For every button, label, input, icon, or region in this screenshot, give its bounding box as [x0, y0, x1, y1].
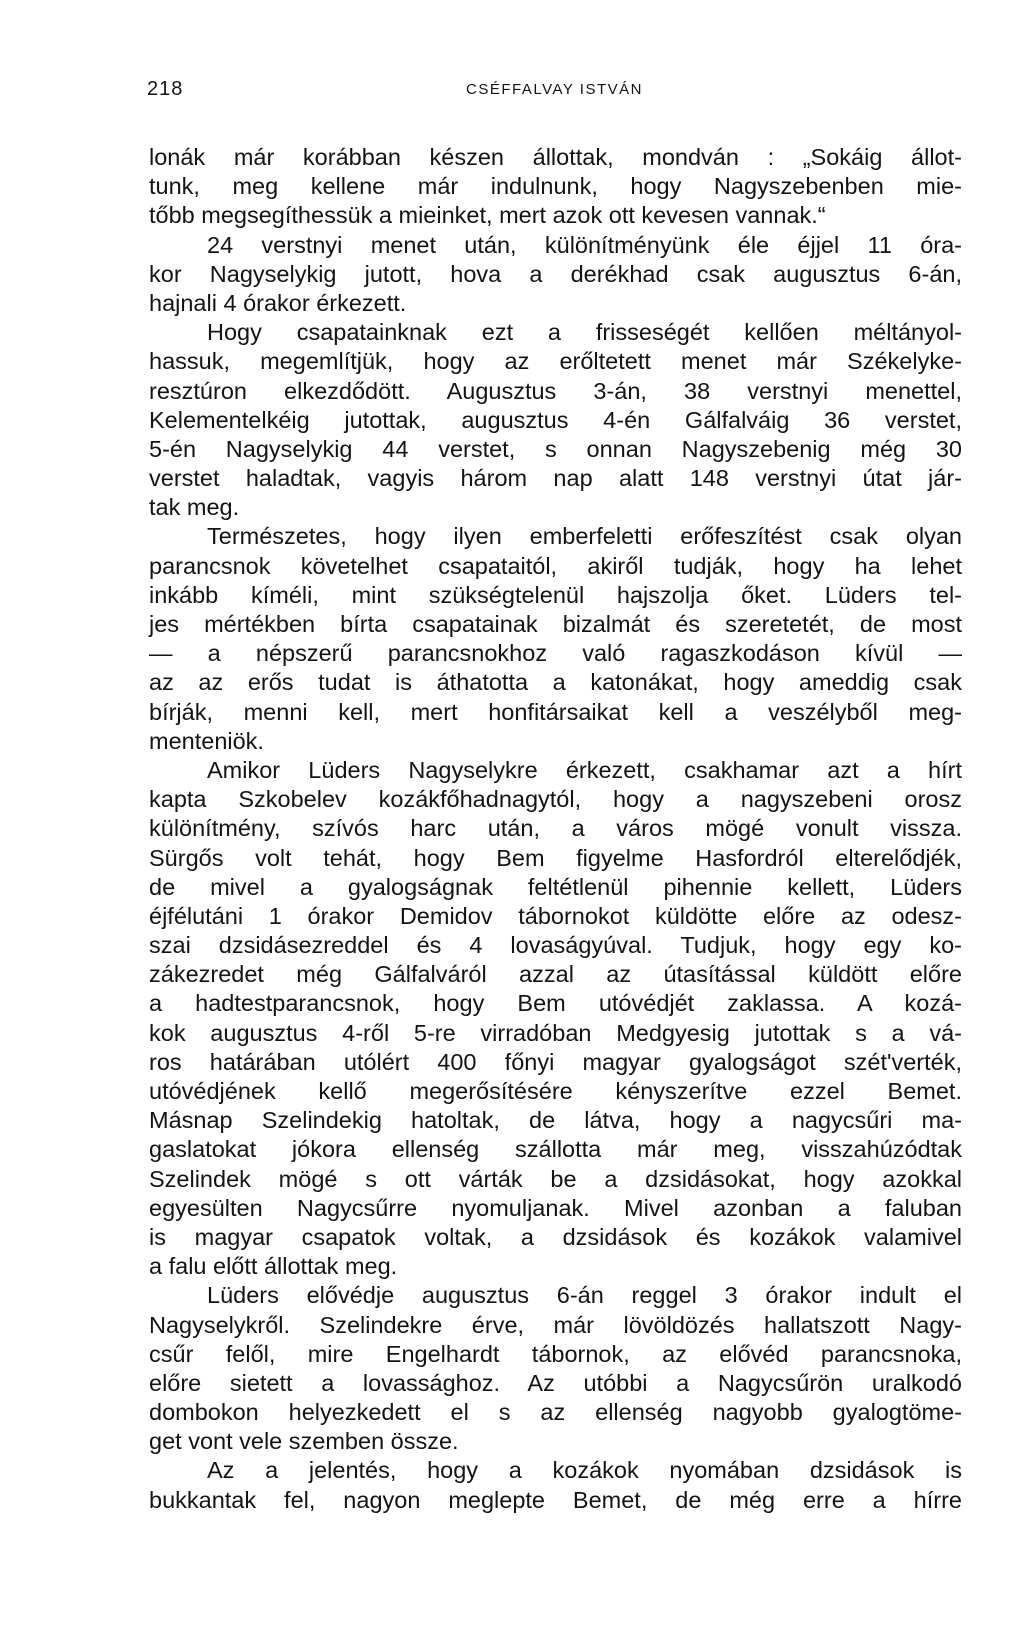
text-line: ros határában utólért 400 főnyi magyar gyalogságot szét'verték,: [149, 1048, 962, 1075]
text-line: Hogy csapatainknak ezt a frisseségét kellően méltányol-: [207, 319, 962, 346]
text-line: tőbb megsegíthessük a mieinket, mert azok ott kevesen vannak.“: [149, 202, 826, 229]
text-line: kok augusztus 4-ről 5-re virradóban Medgyesig jutottak s a vá-: [149, 1019, 962, 1046]
text-line: éjfélutáni 1 órakor Demidov tábornokot küldötte előre az odesz-: [149, 902, 962, 929]
text-line: hajnali 4 órakor érkezett.: [149, 289, 407, 316]
text-line: 5-én Nagyselykig 44 verstet, s onnan Nagyszebenig még 30: [149, 435, 962, 462]
text-line: is magyar csapatok voltak, a dzsidások és kozákok valamivel: [149, 1223, 962, 1250]
text-line: de mivel a gyalogságnak feltétlenül pihennie kellett, Lüders: [149, 873, 962, 900]
text-line: zákezredet még Gálfalváról azzal az útasítással küldött előre: [149, 961, 962, 988]
text-line: Nagyselykről. Szelindekre érve, már lövöldözés hallatszott Nagy-: [149, 1311, 962, 1338]
text-line: 24 verstnyi menet után, különítményünk éle éjjel 11 óra-: [207, 231, 962, 258]
text-line: különítmény, szívós harc után, a város mögé vonult vissza.: [149, 815, 962, 842]
text-line: inkább kíméli, mint szükségtelenül hajszolja őket. Lüders tel-: [149, 581, 962, 608]
text-line: lonák már korábban készen állottak, mondván : „Sokáig állot-: [149, 144, 962, 170]
text-line: get vont vele szemben össze.: [149, 1428, 459, 1455]
text-line: Az a jelentés, hogy a kozákok nyomában dzsidások is: [207, 1457, 962, 1484]
text-line: tak meg.: [149, 494, 240, 521]
text-line: tunk, meg kellene már indulnunk, hogy Nagyszebenben mie-: [149, 173, 962, 200]
text-line: Természetes, hogy ilyen emberfeletti erőfeszítést csak olyan: [207, 523, 962, 550]
text-line: jes mértékben bírta csapatainak bizalmát és szeretetét, de most: [149, 611, 962, 637]
text-line: a hadtestparancsnok, hogy Bem utóvédjét zaklassa. A kozá-: [149, 990, 962, 1017]
text-line: egyesülten Nagycsűrre nyomuljanak. Mivel azonban a faluban: [149, 1194, 962, 1221]
text-line: resztúron elkezdődött. Augusztus 3-án, 38 verstnyi menettel,: [149, 377, 962, 404]
text-line: az az erős tudat is áthatotta a katonákat, hogy ameddig csak: [149, 669, 962, 696]
text-line: gaslatokat jókora ellenség szállotta már meg, visszahúzódtak: [149, 1136, 962, 1163]
text-line: dombokon helyezkedett el s az ellenség nagyobb gyalogtöme-: [149, 1399, 962, 1426]
text-line: hassuk, megemlítjük, hogy az erőltetett menet már Székelyke-: [149, 348, 962, 375]
text-line: parancsnok követelhet csapataitól, akiről tudják, hogy ha lehet: [149, 552, 962, 579]
text-line: a falu előtt állottak meg.: [149, 1253, 398, 1280]
page-header: [147, 78, 962, 108]
text-line: csűr felől, mire Engelhardt tábornok, az elővéd parancsnoka,: [149, 1340, 962, 1367]
text-line: Lüders elővédje augusztus 6-án reggel 3 órakor indult el: [207, 1282, 962, 1309]
text-line: Amikor Lüders Nagyselykre érkezett, csakhamar azt a hírt: [207, 756, 962, 783]
text-line: Kelementelkéig jutottak, augusztus 4-én Gálfalváig 36 verstet,: [149, 406, 962, 433]
text-line: szai dzsidásezreddel és 4 lovaságyúval. Tudjuk, hogy egy ko-: [149, 932, 962, 959]
page-number: 218: [147, 78, 184, 100]
running-head: CSÉFFALVAY ISTVÁN: [466, 81, 643, 98]
text-line: verstet haladtak, vagyis három nap alatt 148 verstnyi útat jár-: [149, 465, 962, 492]
text-line: bukkantak fel, nagyon meglepte Bemet, de még erre a hírre: [149, 1486, 962, 1513]
text-line: — a népszerű parancsnokhoz való ragaszkodáson kívül —: [149, 640, 962, 667]
text-line: bírják, menni kell, mert honfitársaikat kell a veszélyből meg-: [149, 698, 962, 725]
text-line: menteniök.: [149, 727, 264, 754]
text-line: Szelindek mögé s ott várták be a dzsidásokat, hogy azokkal: [149, 1165, 962, 1192]
text-line: Sürgős volt tehát, hogy Bem figyelme Hasfordról elterelődjék,: [149, 844, 962, 871]
body-text: [149, 143, 962, 1515]
text-line: Másnap Szelindekig hatoltak, de látva, hogy a nagycsűri ma-: [149, 1107, 962, 1134]
text-line: kor Nagyselykig jutott, hova a derékhad csak augusztus 6-án,: [149, 260, 962, 287]
text-line: előre sietett a lovassághoz. Az utóbbi a Nagycsűrön uralkodó: [149, 1369, 962, 1396]
text-line: kapta Szkobelev kozákfőhadnagytól, hogy a nagyszebeni orosz: [149, 786, 962, 813]
text-line: utóvédjének kellő megerősítésére kényszerítve ezzel Bemet.: [149, 1078, 962, 1104]
